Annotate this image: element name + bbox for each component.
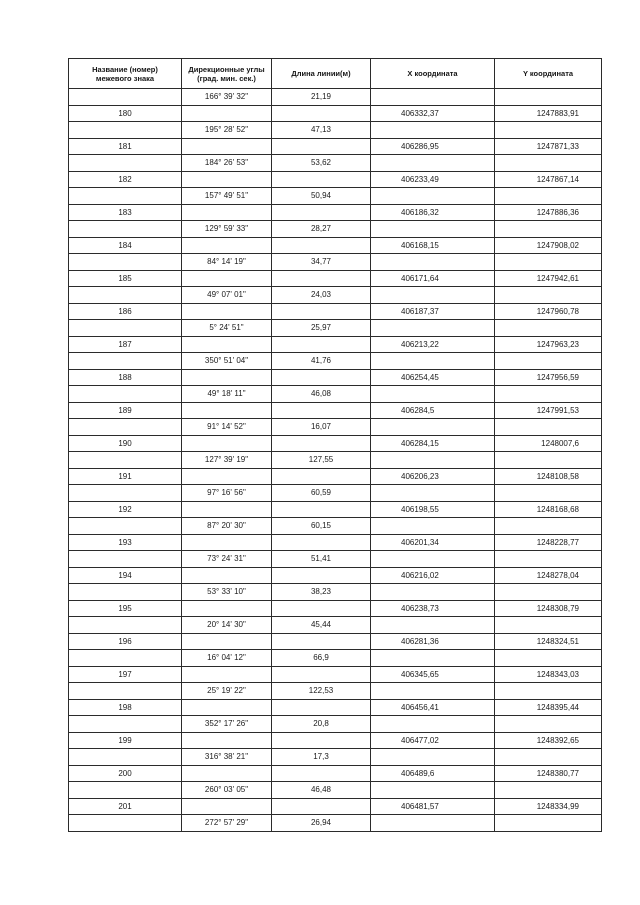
bearing-cell xyxy=(182,534,272,551)
length-cell xyxy=(272,402,371,419)
y-coordinate-cell: 1248228,77 xyxy=(495,534,602,551)
x-coordinate-cell xyxy=(371,683,495,700)
table-row-segment xyxy=(69,122,602,139)
x-coordinate-cell: 406456,41 xyxy=(371,699,495,716)
x-coordinate-cell: 406187,37 xyxy=(371,303,495,320)
length-cell: 25,97 xyxy=(272,320,371,337)
table-row-segment xyxy=(69,386,602,403)
bearing-cell xyxy=(182,633,272,650)
x-coordinate-cell: 406481,57 xyxy=(371,798,495,815)
bearing-cell: 25° 19' 22" xyxy=(182,683,272,700)
length-cell: 46,08 xyxy=(272,386,371,403)
x-coordinate-cell xyxy=(371,320,495,337)
y-coordinate-cell: 1248278,04 xyxy=(495,567,602,584)
length-cell: 66,9 xyxy=(272,650,371,667)
mark-name-cell xyxy=(69,419,182,436)
length-cell xyxy=(272,600,371,617)
bearing-cell xyxy=(182,699,272,716)
table-row-marker xyxy=(69,699,602,716)
table-row-segment xyxy=(69,749,602,766)
x-coordinate-cell: 406206,23 xyxy=(371,468,495,485)
length-cell xyxy=(272,633,371,650)
x-coordinate-cell xyxy=(371,815,495,832)
table-row-marker xyxy=(69,171,602,188)
table-row-marker xyxy=(69,633,602,650)
x-coordinate-cell xyxy=(371,518,495,535)
y-coordinate-cell: 1247867,14 xyxy=(495,171,602,188)
mark-name-cell xyxy=(69,221,182,238)
x-coordinate-cell xyxy=(371,155,495,172)
length-cell xyxy=(272,270,371,287)
mark-name-cell xyxy=(69,815,182,832)
mark-name-cell xyxy=(69,716,182,733)
x-coordinate-cell: 406286,95 xyxy=(371,138,495,155)
y-coordinate-cell: 1248007,6 xyxy=(495,435,602,452)
mark-name-cell: 185 xyxy=(69,270,182,287)
header-length: Длина линии(м) xyxy=(272,59,371,89)
length-cell: 28,27 xyxy=(272,221,371,238)
y-coordinate-cell xyxy=(495,353,602,370)
table-row-segment xyxy=(69,716,602,733)
x-coordinate-cell xyxy=(371,650,495,667)
mark-name-cell: 192 xyxy=(69,501,182,518)
bearing-cell: 5° 24' 51" xyxy=(182,320,272,337)
table-body xyxy=(69,89,602,832)
table-row-segment xyxy=(69,419,602,436)
length-cell xyxy=(272,699,371,716)
header-mark-name xyxy=(69,59,182,89)
length-cell xyxy=(272,105,371,122)
bearing-cell xyxy=(182,171,272,188)
table-row-segment xyxy=(69,617,602,634)
length-cell: 53,62 xyxy=(272,155,371,172)
mark-name-cell xyxy=(69,386,182,403)
length-cell: 34,77 xyxy=(272,254,371,271)
y-coordinate-cell: 1247960,78 xyxy=(495,303,602,320)
length-cell xyxy=(272,765,371,782)
length-cell xyxy=(272,138,371,155)
x-coordinate-cell: 406489,6 xyxy=(371,765,495,782)
y-coordinate-cell xyxy=(495,617,602,634)
bearing-cell: 316° 38' 21" xyxy=(182,749,272,766)
bearing-cell: 195° 28' 52" xyxy=(182,122,272,139)
length-cell xyxy=(272,171,371,188)
mark-name-cell: 196 xyxy=(69,633,182,650)
mark-name-cell xyxy=(69,551,182,568)
y-coordinate-cell xyxy=(495,584,602,601)
y-coordinate-cell xyxy=(495,419,602,436)
bearing-cell xyxy=(182,369,272,386)
mark-name-cell: 201 xyxy=(69,798,182,815)
bearing-cell: 87° 20' 30" xyxy=(182,518,272,535)
table-row-marker xyxy=(69,732,602,749)
length-cell: 60,59 xyxy=(272,485,371,502)
table-row-segment xyxy=(69,188,602,205)
x-coordinate-cell xyxy=(371,353,495,370)
bearing-cell xyxy=(182,600,272,617)
y-coordinate-cell: 1248395,44 xyxy=(495,699,602,716)
x-coordinate-cell: 406238,73 xyxy=(371,600,495,617)
mark-name-cell: 180 xyxy=(69,105,182,122)
y-coordinate-cell xyxy=(495,89,602,106)
length-cell: 20,8 xyxy=(272,716,371,733)
length-cell: 47,13 xyxy=(272,122,371,139)
length-cell: 26,94 xyxy=(272,815,371,832)
bearing-cell: 20° 14' 30" xyxy=(182,617,272,634)
x-coordinate-cell: 406186,32 xyxy=(371,204,495,221)
x-coordinate-cell: 406213,22 xyxy=(371,336,495,353)
table-row-marker xyxy=(69,765,602,782)
table-row-segment xyxy=(69,815,602,832)
y-coordinate-cell: 1248108,58 xyxy=(495,468,602,485)
y-coordinate-cell xyxy=(495,386,602,403)
header-mark-name-line1: Название (номер) xyxy=(92,64,158,74)
x-coordinate-cell xyxy=(371,584,495,601)
length-cell xyxy=(272,435,371,452)
mark-name-cell xyxy=(69,155,182,172)
document-page xyxy=(68,58,601,832)
x-coordinate-cell xyxy=(371,419,495,436)
bearing-cell xyxy=(182,303,272,320)
y-coordinate-cell xyxy=(495,650,602,667)
length-cell xyxy=(272,237,371,254)
table-header xyxy=(69,59,602,89)
mark-name-cell xyxy=(69,749,182,766)
mark-name-cell: 195 xyxy=(69,600,182,617)
bearing-cell xyxy=(182,567,272,584)
x-coordinate-cell: 406201,34 xyxy=(371,534,495,551)
table-row-marker xyxy=(69,138,602,155)
bearing-cell: 260° 03' 05" xyxy=(182,782,272,799)
table-row-segment xyxy=(69,155,602,172)
x-coordinate-cell xyxy=(371,89,495,106)
mark-name-cell: 197 xyxy=(69,666,182,683)
length-cell: 45,44 xyxy=(272,617,371,634)
x-coordinate-cell xyxy=(371,188,495,205)
x-coordinate-cell xyxy=(371,485,495,502)
bearing-cell xyxy=(182,435,272,452)
table-row-marker xyxy=(69,468,602,485)
mark-name-cell: 183 xyxy=(69,204,182,221)
bearing-cell: 53° 33' 10" xyxy=(182,584,272,601)
bearing-cell xyxy=(182,204,272,221)
header-bearing-line1: Дирекционные углы xyxy=(188,64,265,74)
x-coordinate-cell xyxy=(371,122,495,139)
table-row-marker xyxy=(69,534,602,551)
length-cell: 21,19 xyxy=(272,89,371,106)
mark-name-cell: 184 xyxy=(69,237,182,254)
table-row-segment xyxy=(69,683,602,700)
header-bearing xyxy=(182,59,272,89)
y-coordinate-cell xyxy=(495,683,602,700)
mark-name-cell xyxy=(69,254,182,271)
bearing-cell xyxy=(182,105,272,122)
bearing-cell xyxy=(182,270,272,287)
mark-name-cell: 200 xyxy=(69,765,182,782)
table-row-marker xyxy=(69,270,602,287)
y-coordinate-cell xyxy=(495,518,602,535)
y-coordinate-cell: 1248392,65 xyxy=(495,732,602,749)
table-row-marker xyxy=(69,402,602,419)
bearing-cell xyxy=(182,501,272,518)
table-row-marker xyxy=(69,105,602,122)
table-row-marker xyxy=(69,303,602,320)
bearing-cell: 166° 39' 32" xyxy=(182,89,272,106)
x-coordinate-cell: 406171,64 xyxy=(371,270,495,287)
bearing-cell: 97° 16' 56" xyxy=(182,485,272,502)
mark-name-cell xyxy=(69,353,182,370)
bearing-cell: 73° 24' 31" xyxy=(182,551,272,568)
table-row-segment xyxy=(69,782,602,799)
y-coordinate-cell: 1248168,68 xyxy=(495,501,602,518)
mark-name-cell xyxy=(69,518,182,535)
x-coordinate-cell: 406332,37 xyxy=(371,105,495,122)
bearing-cell: 157° 49' 51" xyxy=(182,188,272,205)
y-coordinate-cell xyxy=(495,749,602,766)
length-cell xyxy=(272,303,371,320)
y-coordinate-cell xyxy=(495,485,602,502)
y-coordinate-cell: 1248324,51 xyxy=(495,633,602,650)
bearing-cell: 127° 39' 19" xyxy=(182,452,272,469)
x-coordinate-cell: 406345,65 xyxy=(371,666,495,683)
boundary-marks-table xyxy=(68,58,602,832)
x-coordinate-cell: 406198,55 xyxy=(371,501,495,518)
mark-name-cell xyxy=(69,584,182,601)
bearing-cell xyxy=(182,765,272,782)
x-coordinate-cell xyxy=(371,254,495,271)
mark-name-cell xyxy=(69,320,182,337)
bearing-cell: 49° 18' 11" xyxy=(182,386,272,403)
bearing-cell: 352° 17' 26" xyxy=(182,716,272,733)
y-coordinate-cell xyxy=(495,716,602,733)
bearing-cell xyxy=(182,798,272,815)
mark-name-cell xyxy=(69,122,182,139)
y-coordinate-cell: 1248308,79 xyxy=(495,600,602,617)
y-coordinate-cell: 1247908,02 xyxy=(495,237,602,254)
table-row-segment xyxy=(69,650,602,667)
bearing-cell xyxy=(182,402,272,419)
table-row-segment xyxy=(69,551,602,568)
length-cell: 16,07 xyxy=(272,419,371,436)
bearing-cell xyxy=(182,732,272,749)
bearing-cell xyxy=(182,138,272,155)
length-cell xyxy=(272,567,371,584)
bearing-cell: 91° 14' 52" xyxy=(182,419,272,436)
x-coordinate-cell xyxy=(371,749,495,766)
y-coordinate-cell: 1247883,91 xyxy=(495,105,602,122)
mark-name-cell: 189 xyxy=(69,402,182,419)
bearing-cell xyxy=(182,468,272,485)
length-cell: 122,53 xyxy=(272,683,371,700)
y-coordinate-cell xyxy=(495,254,602,271)
y-coordinate-cell: 1248380,77 xyxy=(495,765,602,782)
x-coordinate-cell xyxy=(371,617,495,634)
length-cell xyxy=(272,798,371,815)
x-coordinate-cell xyxy=(371,782,495,799)
mark-name-cell: 186 xyxy=(69,303,182,320)
bearing-cell: 184° 26' 53" xyxy=(182,155,272,172)
table-row-segment xyxy=(69,221,602,238)
mark-name-cell xyxy=(69,683,182,700)
header-y-coordinate: Y координата xyxy=(495,59,602,89)
y-coordinate-cell: 1248334,99 xyxy=(495,798,602,815)
table-row-segment xyxy=(69,254,602,271)
table-row-segment xyxy=(69,320,602,337)
x-coordinate-cell xyxy=(371,551,495,568)
table-row-marker xyxy=(69,237,602,254)
mark-name-cell: 198 xyxy=(69,699,182,716)
header-mark-name-line2: межевого знака xyxy=(95,73,155,83)
table-row-marker xyxy=(69,666,602,683)
bearing-cell xyxy=(182,336,272,353)
table-row-marker xyxy=(69,600,602,617)
header-bearing-line2: (град. мин. сек.) xyxy=(197,73,256,83)
mark-name-cell xyxy=(69,782,182,799)
y-coordinate-cell: 1247871,33 xyxy=(495,138,602,155)
mark-name-cell xyxy=(69,617,182,634)
bearing-cell: 129° 59' 33" xyxy=(182,221,272,238)
bearing-cell: 49° 07' 01" xyxy=(182,287,272,304)
table-row-marker xyxy=(69,204,602,221)
y-coordinate-cell xyxy=(495,815,602,832)
x-coordinate-cell: 406233,49 xyxy=(371,171,495,188)
y-coordinate-cell: 1247886,36 xyxy=(495,204,602,221)
length-cell: 38,23 xyxy=(272,584,371,601)
length-cell: 24,03 xyxy=(272,287,371,304)
mark-name-cell xyxy=(69,89,182,106)
mark-name-cell: 191 xyxy=(69,468,182,485)
table-row-marker xyxy=(69,336,602,353)
length-cell: 17,3 xyxy=(272,749,371,766)
y-coordinate-cell xyxy=(495,452,602,469)
length-cell xyxy=(272,501,371,518)
header-row xyxy=(69,59,602,89)
x-coordinate-cell: 406477,02 xyxy=(371,732,495,749)
x-coordinate-cell: 406281,36 xyxy=(371,633,495,650)
x-coordinate-cell: 406168,15 xyxy=(371,237,495,254)
table-row-marker xyxy=(69,501,602,518)
length-cell xyxy=(272,534,371,551)
y-coordinate-cell xyxy=(495,188,602,205)
y-coordinate-cell xyxy=(495,782,602,799)
table-row-segment xyxy=(69,485,602,502)
mark-name-cell xyxy=(69,188,182,205)
x-coordinate-cell xyxy=(371,452,495,469)
x-coordinate-cell: 406284,5 xyxy=(371,402,495,419)
mark-name-cell xyxy=(69,650,182,667)
x-coordinate-cell: 406216,02 xyxy=(371,567,495,584)
x-coordinate-cell xyxy=(371,287,495,304)
table-row-segment xyxy=(69,287,602,304)
x-coordinate-cell: 406254,45 xyxy=(371,369,495,386)
mark-name-cell: 181 xyxy=(69,138,182,155)
length-cell xyxy=(272,336,371,353)
y-coordinate-cell xyxy=(495,155,602,172)
length-cell: 41,76 xyxy=(272,353,371,370)
y-coordinate-cell xyxy=(495,122,602,139)
bearing-cell xyxy=(182,666,272,683)
y-coordinate-cell: 1247991,53 xyxy=(495,402,602,419)
x-coordinate-cell: 406284,15 xyxy=(371,435,495,452)
length-cell: 127,55 xyxy=(272,452,371,469)
y-coordinate-cell: 1247963,23 xyxy=(495,336,602,353)
mark-name-cell: 188 xyxy=(69,369,182,386)
x-coordinate-cell xyxy=(371,716,495,733)
y-coordinate-cell: 1248343,03 xyxy=(495,666,602,683)
length-cell xyxy=(272,204,371,221)
table-row-marker xyxy=(69,435,602,452)
y-coordinate-cell xyxy=(495,287,602,304)
table-row-marker xyxy=(69,567,602,584)
bearing-cell: 84° 14' 19" xyxy=(182,254,272,271)
length-cell: 50,94 xyxy=(272,188,371,205)
mark-name-cell: 187 xyxy=(69,336,182,353)
table-row-segment xyxy=(69,353,602,370)
length-cell xyxy=(272,468,371,485)
y-coordinate-cell: 1247956,59 xyxy=(495,369,602,386)
mark-name-cell: 199 xyxy=(69,732,182,749)
table-row-marker xyxy=(69,798,602,815)
length-cell xyxy=(272,369,371,386)
length-cell xyxy=(272,666,371,683)
length-cell: 60,15 xyxy=(272,518,371,535)
x-coordinate-cell xyxy=(371,221,495,238)
y-coordinate-cell xyxy=(495,551,602,568)
bearing-cell: 350° 51' 04" xyxy=(182,353,272,370)
header-x-coordinate: X координата xyxy=(371,59,495,89)
bearing-cell: 272° 57' 29" xyxy=(182,815,272,832)
bearing-cell xyxy=(182,237,272,254)
length-cell: 51,41 xyxy=(272,551,371,568)
y-coordinate-cell: 1247942,61 xyxy=(495,270,602,287)
mark-name-cell: 190 xyxy=(69,435,182,452)
mark-name-cell: 194 xyxy=(69,567,182,584)
x-coordinate-cell xyxy=(371,386,495,403)
bearing-cell: 16° 04' 12" xyxy=(182,650,272,667)
table-row-marker xyxy=(69,369,602,386)
table-row-segment xyxy=(69,518,602,535)
table-row-segment xyxy=(69,452,602,469)
y-coordinate-cell xyxy=(495,320,602,337)
mark-name-cell: 193 xyxy=(69,534,182,551)
y-coordinate-cell xyxy=(495,221,602,238)
mark-name-cell xyxy=(69,287,182,304)
mark-name-cell: 182 xyxy=(69,171,182,188)
mark-name-cell xyxy=(69,452,182,469)
table-row-segment xyxy=(69,89,602,106)
length-cell: 46,48 xyxy=(272,782,371,799)
mark-name-cell xyxy=(69,485,182,502)
table-row-segment xyxy=(69,584,602,601)
length-cell xyxy=(272,732,371,749)
